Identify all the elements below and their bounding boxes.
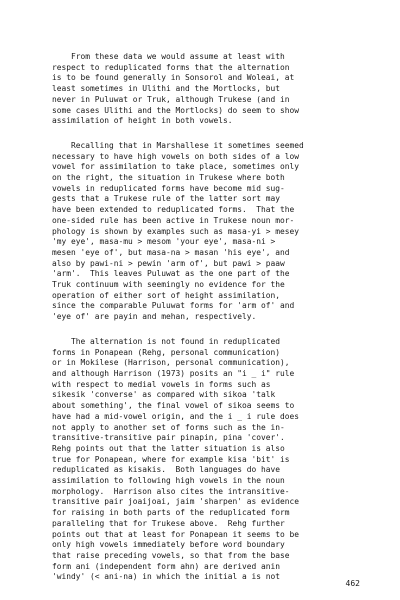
text-line: necessary to have high vowels on both sides of a low [52, 151, 300, 161]
text-line: phology is shown by examples such as masa-yi > mesey [52, 226, 300, 236]
body-text [52, 52, 362, 597]
paragraph-2 [52, 141, 362, 323]
text-line: also by pawi-ni > pewin 'arm of', but pawi > paaw [52, 258, 285, 268]
text-line: operation of either sort of height assimilation, [52, 290, 281, 300]
text-line: 'eye of' are payin and mehan, respectively. [52, 312, 257, 322]
text-line: one-sided rule has been active in Trukese noun mor- [52, 215, 295, 225]
text-line: form ani (independent form ahn) are derived anin [52, 561, 281, 571]
text-line: some cases Ulithi and the Mortlocks) do seem to show [52, 105, 300, 115]
text-line: true for Ponapean, where for example kisa 'bit' is [52, 454, 290, 464]
text-line: Truk continuum with seemingly no evidence for the [52, 280, 285, 290]
text-line: The alternation is not found in reduplicated [52, 336, 281, 346]
text-line: and although Harrison (1973) posits an "i _ i" rule [52, 368, 295, 378]
text-line: for raising in both parts of the reduplicated form [52, 508, 290, 518]
text-line: or in Mokilese (Harrison, personal communication), [52, 358, 290, 368]
text-line: From these data we would assume at least with [52, 52, 285, 61]
text-line: assimilation to following high vowels in the noun [52, 476, 285, 486]
text-line: since the comparable Puluwat forms for 'arm of' and [52, 301, 295, 311]
text-line: least sometimes in Ulithi and the Mortlocks, but [52, 84, 281, 94]
text-line: that raise preceding vowels, so that from the base [52, 550, 290, 560]
text-line: sikesik 'converse' as compared with sikoa 'talk [52, 390, 276, 400]
text-line: transitive pair joaijoai, jaim 'sharpen' as evidence [52, 497, 300, 507]
text-line: forms in Ponapean (Rehg, personal communication) [52, 347, 281, 357]
page-number: 462 [345, 579, 360, 588]
text-line: gests that a Trukese rule of the latter sort may [52, 194, 281, 204]
text-line: vowel for assimilation to take place, sometimes only [52, 162, 300, 172]
text-line: morphology. Harrison also cites the intransitive- [52, 486, 290, 496]
text-line: vowels in reduplicated forms have become mid sug- [52, 183, 285, 193]
text-line: Recalling that in Marshallese it sometimes seemed [52, 140, 304, 150]
text-line: 'windy' (< ani-na) in which the initial a is not [52, 572, 281, 582]
text-line: transitive-transitive pair pinapin, pina 'cover'. [52, 433, 285, 443]
paragraph-3 [52, 337, 362, 583]
text-line: is to be found generally in Sonsorol and Woleai, at [52, 73, 295, 83]
text-line: reduplicated as kisakis. Both languages do have [52, 465, 281, 475]
text-line: 'my eye', masa-mu > mesom 'your eye', masa-ni > [52, 237, 276, 247]
text-line: 'arm'. This leaves Puluwat as the one part of the [52, 269, 290, 279]
text-line: about something', the final vowel of sikoa seems to [52, 401, 295, 411]
text-line: mesen 'eye of', but masa-na > masan 'his eye', and [52, 247, 290, 257]
text-line: paralleling that for Trukese above. Rehg further [52, 518, 285, 528]
text-line: respect to reduplicated forms that the alternation [52, 62, 290, 72]
text-line: on the right, the situation in Trukese where both [52, 173, 285, 183]
text-line: only high vowels immediately before word boundary [52, 540, 285, 550]
paragraph-1 [52, 52, 362, 127]
text-line: never in Puluwat or Truk, although Trukese (and in [52, 94, 290, 104]
text-line: have been extended to reduplicated forms. That the [52, 205, 295, 215]
text-line: with respect to medial vowels in forms such as [52, 379, 271, 389]
text-line: not apply to another set of forms such as the in- [52, 422, 285, 432]
text-line: have had a mid-vowel origin, and the i _ i rule does [52, 411, 300, 421]
text-line: Rehg points out that the latter situation is also [52, 443, 285, 453]
text-line: assimilation of height in both vowels. [52, 116, 233, 126]
text-line: points out that at least for Ponapean it seems to be [52, 529, 300, 539]
